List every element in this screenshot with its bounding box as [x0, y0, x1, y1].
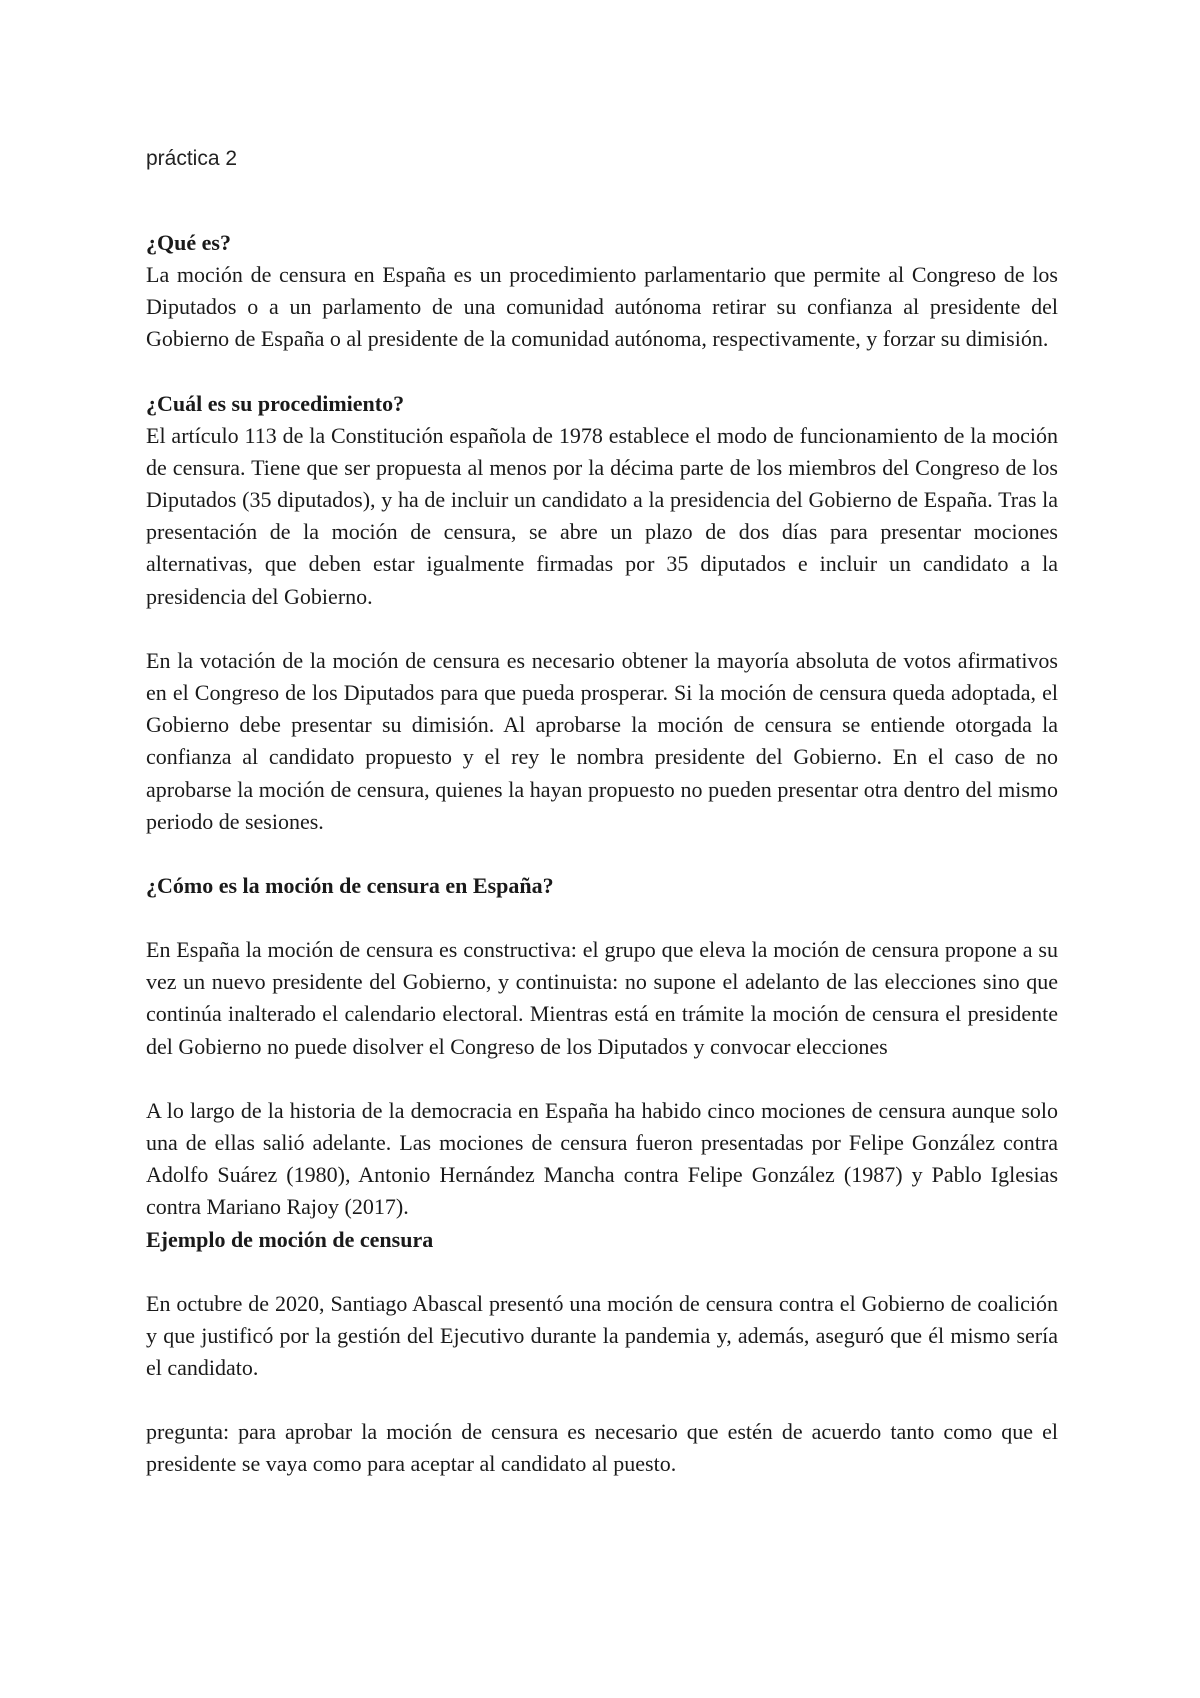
paragraph-pregunta: pregunta: para aprobar la moción de censura es necesario que estén de acuerdo tanto como que el presidente se vaya como para aceptar al candidato al puesto.	[146, 1419, 1058, 1477]
paragraph-ejemplo-1: En octubre de 2020, Santiago Abascal presentó una moción de censura contra el Gobierno de coalición y que justificó por la gestión del Ejecutivo durante la pandemia y, además, aseguró que él mismo sería el candidato.	[146, 1290, 1058, 1381]
document-title: práctica 2	[146, 147, 238, 170]
paragraph-procedimiento-2: En la votación de la moción de censura es necesario obtener la mayoría absoluta de votos afirmativos en el Congreso de los Diputados para que pueda prosperar. Si la moción de censura queda adoptada, el Gobierno debe presentar su dimisión. Al aprobarse la moción de censura se entiende otorgada la confianza al candidato propuesto y el rey le nombra presidente del Gobierno. En el caso de no aprobarse la moción de censura, quienes la hayan propuesto no pueden presentar otra dentro del mismo periodo de sesiones.	[146, 647, 1058, 834]
paragraph-que-es: La moción de censura en España es un procedimiento parlamentario que permite al Congreso de los Diputados o a un parlamento de una comunidad autónoma retirar su confianza al presidente del Gobierno de España o al presidente de la comunidad autónoma, respectivamente, y forzar su dimisión.	[146, 262, 1058, 352]
heading-procedimiento: ¿Cuál es su procedimiento?	[146, 390, 405, 416]
heading-como-es: ¿Cómo es la moción de censura en España?	[146, 873, 554, 899]
paragraph-procedimiento-1: El artículo 113 de la Constitución española de 1978 establece el modo de funcionamiento de la moción de censura. Tiene que ser propuesta al menos por la décima parte de los miembros del Congreso de los Diputados (35 diputados), y ha de incluir un candidato a la presidencia del Gobierno de España. Tras la presentación de la moción de censura, se abre un plazo de dos días para presentar mociones alternativas, que deben estar igualmente firmadas por 35 diputados e incluir un candidato a la presidencia del Gobierno.	[146, 422, 1058, 609]
heading-que-es: ¿Qué es?	[146, 230, 231, 255]
document-body	[146, 143, 1058, 1481]
paragraph-como-es-1: En España la moción de censura es constructiva: el grupo que eleva la moción de censura propone a su vez un nuevo presidente del Gobierno, y continuista: no supone el adelanto de las elecciones sino que continúa inalterado el calendario electoral. Mientras está en trámite la moción de censura el presidente del Gobierno no puede disolver el Congreso de los Diputados y convocar elecciones	[146, 937, 1058, 1059]
paragraph-como-es-2: A lo largo de la historia de la democracia en España ha habido cinco mociones de censura aunque solo una de ellas salió adelante. Las mociones de censura fueron presentadas por Felipe González contra Adolfo Suárez (1980), Antonio Hernández Mancha contra Felipe González (1987) y Pablo Iglesias contra Mariano Rajoy (2017).	[146, 1097, 1058, 1220]
heading-ejemplo: Ejemplo de moción de censura	[146, 1226, 434, 1252]
